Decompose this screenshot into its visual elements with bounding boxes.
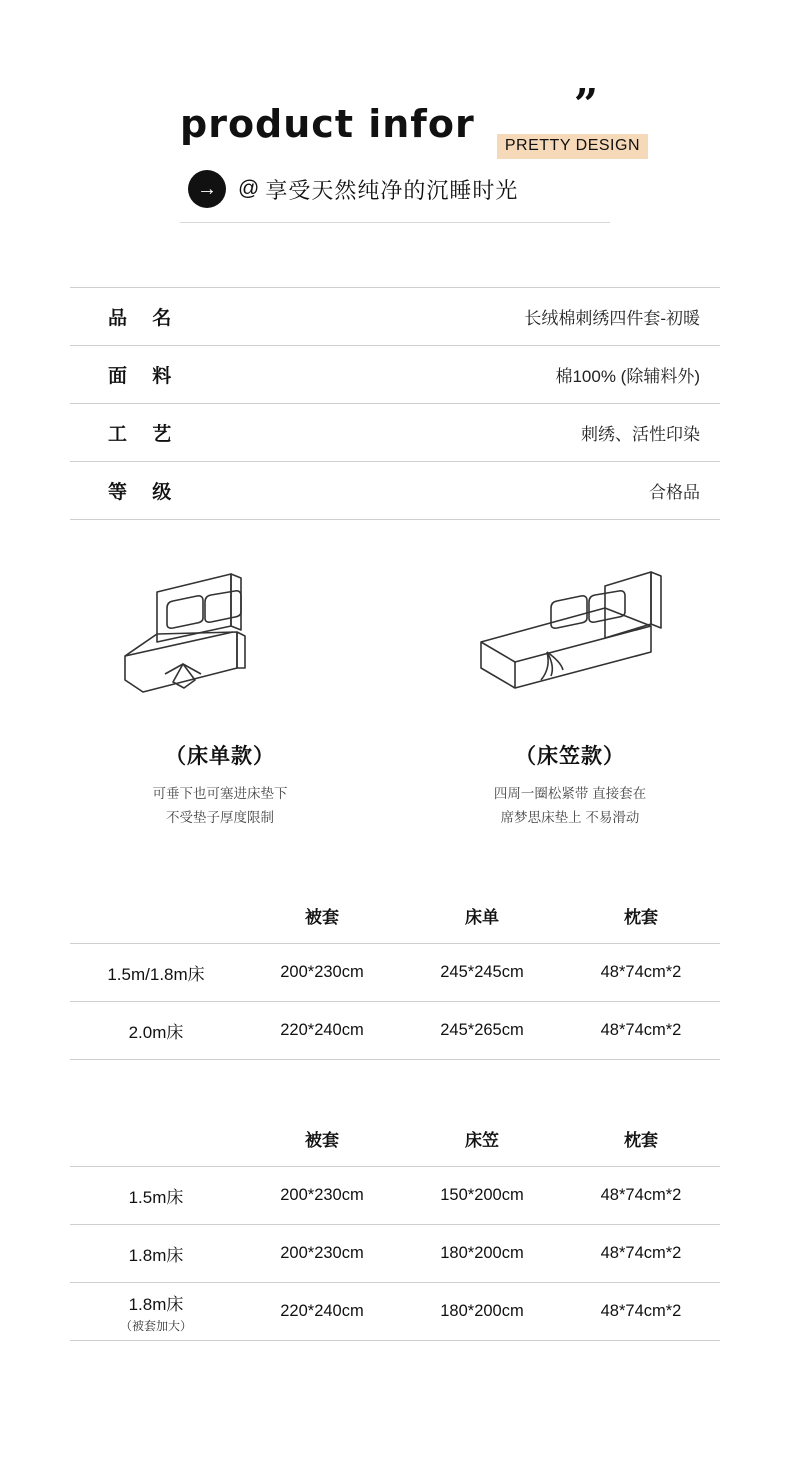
bed-desc-line-1: 四周一圈松紧带 直接套在 [493,786,647,801]
spec-value: 棉100% (除辅料外) [555,367,700,386]
quote-mark-icon: ” [573,80,596,129]
cell-quilt: 220*240cm [280,1021,364,1040]
table-row [70,1282,720,1341]
column-header-pillow: 枕套 [624,1130,658,1150]
cell-quilt: 220*240cm [280,1302,364,1321]
spec-value: 长绒棉刺绣四件套-初暖 [524,309,700,328]
product-spec-table [70,287,720,520]
cell-size-main: 1.8m床 [128,1294,184,1314]
flat-sheet-bed-icon [60,564,380,714]
table-row [70,943,720,1001]
cell-fitted: 180*200cm [440,1302,524,1321]
table-row [70,1224,720,1282]
bed-style-name: （床笠款） [515,745,625,768]
spec-label: 品 名 [108,308,182,329]
bed-style-flat-sheet [60,564,380,829]
cell-pillow: 48*74cm*2 [600,1244,682,1263]
column-header-pillow: 枕套 [624,907,658,927]
bed-style-description [410,782,730,829]
bed-style-name: （床单款） [165,745,275,768]
fitted-sheet-bed-icon [410,564,730,714]
cell-quilt: 200*230cm [280,1186,364,1205]
design-badge: PRETTY DESIGN [497,134,648,159]
cell-size [70,1290,242,1334]
page-title: product infor [180,102,475,146]
spec-label: 等 级 [108,482,182,503]
cell-fitted: 180*200cm [440,1244,524,1263]
cell-pillow: 48*74cm*2 [600,963,682,982]
table-row [70,287,720,346]
size-table-flat-sheet [70,887,720,1060]
table-row [70,1166,720,1224]
table-row [70,404,720,462]
size-table-fitted-sheet [70,1110,720,1341]
table-row [70,346,720,404]
cell-sheet: 245*265cm [440,1021,524,1040]
cell-fitted: 150*200cm [440,1186,524,1205]
title-row [180,80,640,156]
cell-size-note: （被套加大） [119,1318,192,1333]
cell-size: 1.5m/1.8m床 [107,965,205,985]
cell-pillow: 48*74cm*2 [600,1021,682,1040]
bed-style-section [45,564,745,829]
spec-value: 合格品 [649,483,700,502]
cell-sheet: 245*245cm [440,963,524,982]
cell-size [70,1241,242,1266]
page-header [0,0,790,223]
subtitle-row [180,170,610,223]
cell-size [70,1183,242,1208]
cell-quilt: 200*230cm [280,1244,364,1263]
table-header-row [70,1110,720,1166]
spec-label: 面 料 [108,366,182,387]
page-subtitle: 享受天然纯净的沉睡时光 [265,177,519,203]
column-header-fitted: 床笠 [465,1130,499,1150]
cell-size: 2.0m床 [128,1023,184,1043]
table-header-row [70,887,720,943]
cell-pillow: 48*74cm*2 [600,1302,682,1321]
at-symbol-icon: @ [238,177,260,200]
arrow-right-icon: → [188,170,226,208]
column-header-quilt: 被套 [305,1130,339,1150]
cell-size-main: 1.5m床 [128,1188,184,1208]
bed-style-description [60,782,380,829]
cell-size-main: 1.8m床 [128,1246,184,1266]
cell-pillow: 48*74cm*2 [600,1186,682,1205]
table-row [70,462,720,520]
spec-label: 工 艺 [108,424,182,445]
table-row [70,1001,720,1060]
column-header-sheet: 床单 [465,907,499,927]
spec-value: 刺绣、活性印染 [581,425,700,444]
column-header-quilt: 被套 [305,907,339,927]
bed-desc-line-1: 可垂下也可塞进床垫下 [152,786,288,801]
bed-desc-line-2: 不受垫子厚度限制 [166,809,274,825]
cell-quilt: 200*230cm [280,963,364,982]
bed-desc-line-2: 席梦思床垫上 不易滑动 [500,809,640,825]
bed-style-fitted-sheet [410,564,730,829]
